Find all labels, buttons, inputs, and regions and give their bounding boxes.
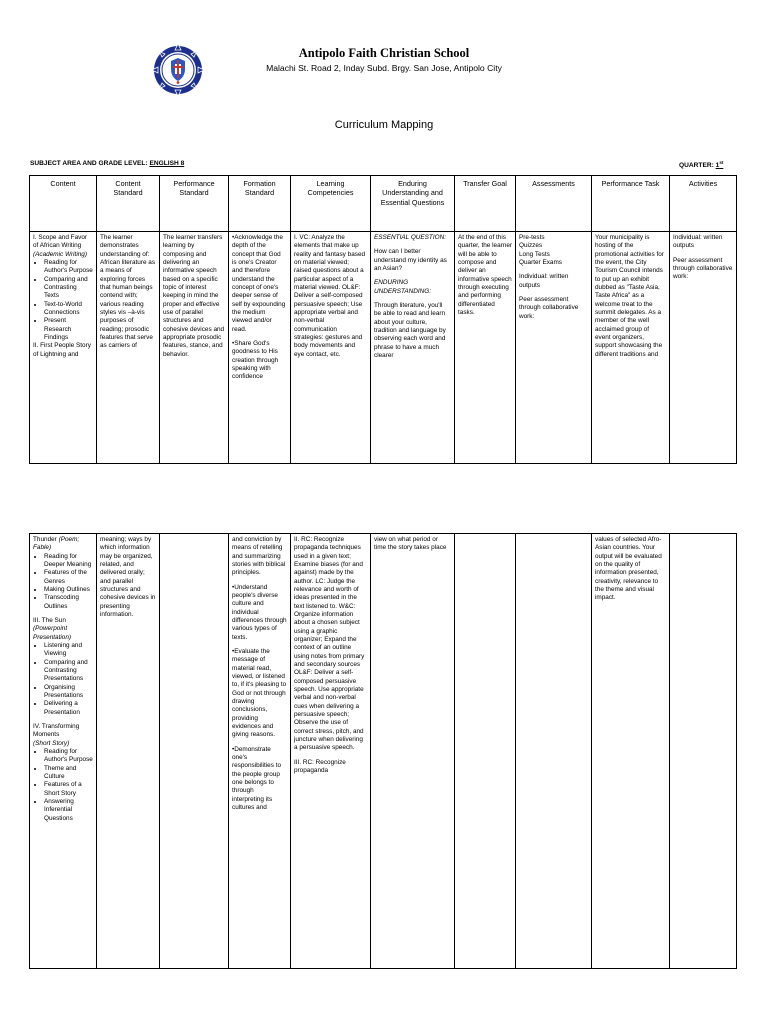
competency-item: II. RC: Recognize propaganda techniques used in a given text; Examine biases (for and against) made by the author. LC: Judge the relevance and worth of ideas presented in the text listened to. W&C: Organize information about a chosen subject using a graphic organizer; Expand the context of an outline using notes from primary and secondary sources OL&F: Deliver a self-composed persuasive speech. Use appropriate verbal and non-verbal cues when delivering a persuasive speech; Observe the use of correct stress, pitch, and juncture when delivering a persuasive speech.: [294, 536, 365, 752]
column-header: Enduring Understanding and Essential Questions: [371, 176, 455, 232]
enduring-understanding-cell: [371, 232, 455, 464]
formation-item: •Share God's goodness to His creation through speaking with confidence: [232, 339, 279, 381]
unit-title: II. First People Story of Lightning and: [33, 342, 91, 358]
subject-area-value: ENGLISH 8: [149, 160, 185, 167]
list-item: • Theme and Culture: [44, 765, 93, 782]
subject-area-line: [30, 160, 184, 167]
essential-question-text: How can I better understand my identity as an Asian?: [374, 248, 447, 272]
learning-competencies-cell: I. VC: Analyze the elements that make up reality and fantasy based on material viewed; raised questions about a particular aspect of a material viewed. OL&F: Deliver a self-composed persuasive speech; Use appropriate verbal and non-verbal communication strategies: gestures and body movements and eye contact, etc.: [291, 232, 371, 464]
performance-task-cell: values of selected Afro-Asian countries. Your output will be evaluated on the quality of information presented, creativity, relevance to the theme and visual impact.: [592, 534, 670, 969]
quarter-line: [679, 160, 723, 169]
essential-question-label: ESSENTIAL QUESTION:: [374, 234, 446, 241]
assessments-cell: [516, 534, 592, 969]
quarter-label: QUARTER:: [679, 162, 716, 170]
activity-item: Individual: written outputs: [673, 234, 723, 250]
column-header: Learning Competencies: [291, 176, 371, 232]
transfer-goal-cell: [455, 534, 516, 969]
topic-list: [33, 553, 93, 611]
performance-standard-cell: The learner transfers learning by composing and delivering an informative speech based on a specific topic of interest keeping in mind the proper and effective use of parallel structures and cohesive devices and appropriate prosodic features, stance, and behavior.: [160, 232, 229, 464]
unit-title: III. The Sun: [33, 616, 66, 624]
assessment-item: Quarter Exams: [519, 258, 562, 266]
topic-list: [33, 642, 93, 717]
enduring-understanding-text: Through literature, you'll be able to read and learn about your culture, tradition and language by observing each word and phrase to have a much clearer: [374, 301, 446, 359]
activities-cell: [670, 232, 737, 464]
list-item: • Features of the Genres: [44, 569, 93, 586]
quarter-value: 1st: [715, 160, 724, 170]
formation-standard-cell: [229, 232, 291, 464]
column-header: Performance Standard: [160, 176, 229, 232]
content-standard-cell: meaning; ways by which information may be organized, related, and delivered orally; and parallel structures and cohesive devices in presenting information.: [97, 534, 160, 969]
column-header: Activities: [670, 176, 737, 232]
list-item: • Making Outlines: [44, 586, 93, 594]
list-item: • Present Research Findings: [44, 317, 93, 342]
curriculum-table-page-2: [29, 533, 737, 969]
topic-list: [33, 748, 93, 823]
table-row: [30, 232, 737, 464]
subject-area-label: SUBJECT AREA AND GRADE LEVEL:: [30, 160, 150, 167]
list-item: • Reading for Deeper Meaning: [44, 553, 93, 570]
formation-item: •Acknowledge the depth of the concept that God is one's Creator and therefore understand the concept of one's deeper sense of self by expounding the medium viewed and/or read.: [232, 234, 286, 333]
activities-cell: [670, 534, 737, 969]
school-address: Malachi St. Road 2, Inday Subd. Brgy. San Jose, Antipolo City: [266, 63, 502, 73]
list-item: • Organising Presentations: [44, 684, 93, 701]
list-item: • Comparing and Contrasting Presentations: [44, 659, 93, 684]
list-item: • Listening and Viewing: [44, 642, 93, 659]
list-item: • Reading for Author's Purpose: [44, 748, 93, 765]
performance-standard-cell: [160, 534, 229, 969]
curriculum-table-page-1: [29, 175, 737, 464]
assessment-item: Pre-tests: [519, 234, 545, 241]
column-header: Formation Standard: [229, 176, 291, 232]
transfer-goal-cell: At the end of this quarter, the learner will be able to compose and deliver an informative speech through executing and performing differentiated tasks.: [455, 232, 516, 464]
assessments-cell: [516, 232, 592, 464]
list-item: • Comparing and Contrasting Texts: [44, 276, 93, 301]
list-item: • Features of a Short Story: [44, 781, 93, 798]
assessment-item: Individual: written outputs: [519, 273, 569, 289]
list-item: • Delivering a Presentation: [44, 700, 93, 717]
content-standard-cell: The learner demonstrates understanding of: African literature as a means of exploring forces that human beings contend with; various reading styles vis –à-vis purposes of reading; prosodic features that serve as carriers of: [97, 232, 160, 464]
assessment-item: Quizzes: [519, 242, 543, 250]
enduring-understanding-label: ENDURING UNDERSTANDING:: [374, 279, 432, 295]
activity-item: Peer assessment through collaborative work:: [673, 256, 733, 281]
column-header: Performance Task: [592, 176, 670, 232]
school-name: Antipolo Faith Christian School: [298, 46, 470, 60]
unit-title: Thunder (Poem; Fable): [33, 536, 80, 552]
unit-title: I. Scope and Favor of African Writing: [33, 234, 87, 250]
table-row: [30, 534, 737, 969]
column-header: Assessments: [516, 176, 592, 232]
list-item: • Text-to-World Connections: [44, 301, 93, 318]
formation-item: •Evaluate the message of material read, viewed, or listened to, if it's pleasing to God or not through drawing conclusions, providing evidences and giving reasons.: [232, 647, 287, 739]
list-item: • Answering Inferential Questions: [44, 798, 93, 823]
competency-item: III. RC: Recognize propaganda: [294, 758, 346, 774]
list-item: • Reading for Author's Purpose: [44, 259, 93, 276]
column-header: Content Standard: [97, 176, 160, 232]
column-header: Transfer Goal: [455, 176, 516, 232]
unit-genre: (Academic Writing): [33, 250, 87, 258]
enduring-understanding-cell: view on what period or time the story takes place: [371, 534, 455, 969]
formation-item: •Understand people's diverse culture and individual differences through various types of texts.: [232, 583, 287, 641]
formation-item: •Demonstrate one's responsibilities to the people group one belongs to through interpreting its cultures and: [232, 745, 282, 811]
column-header: Content: [30, 176, 97, 232]
content-cell: [30, 534, 97, 969]
assessment-item: Long Tests: [519, 250, 550, 258]
formation-standard-cell: [229, 534, 291, 969]
table-header-row: [30, 176, 737, 232]
performance-task-cell: Your municipality is hosting of the promotional activities for the event, the City Tourism Council intends to put up an exhibit dubbed as "Taste Asia, Taste Africa" as a welcome treat to the summit delegates. As a member of the well acclaimed group of event organizers, support showcasing the different traditions and: [592, 232, 670, 464]
topic-list: [33, 259, 93, 342]
formation-item: and conviction by means of retelling and summarizing stories with biblical principles.: [232, 536, 286, 577]
document-title: Curriculum Mapping: [334, 119, 434, 131]
content-cell: [30, 232, 97, 464]
unit-genre: (Powerpoint Presentation): [33, 625, 72, 641]
list-item: • Transcoding Outlines: [44, 594, 93, 611]
learning-competencies-cell: [291, 534, 371, 969]
assessment-item: Peer assessment through collaborative work:: [519, 295, 579, 320]
unit-title: IV. Transforming Moments: [33, 722, 80, 739]
unit-genre: (Short Story): [33, 739, 70, 747]
